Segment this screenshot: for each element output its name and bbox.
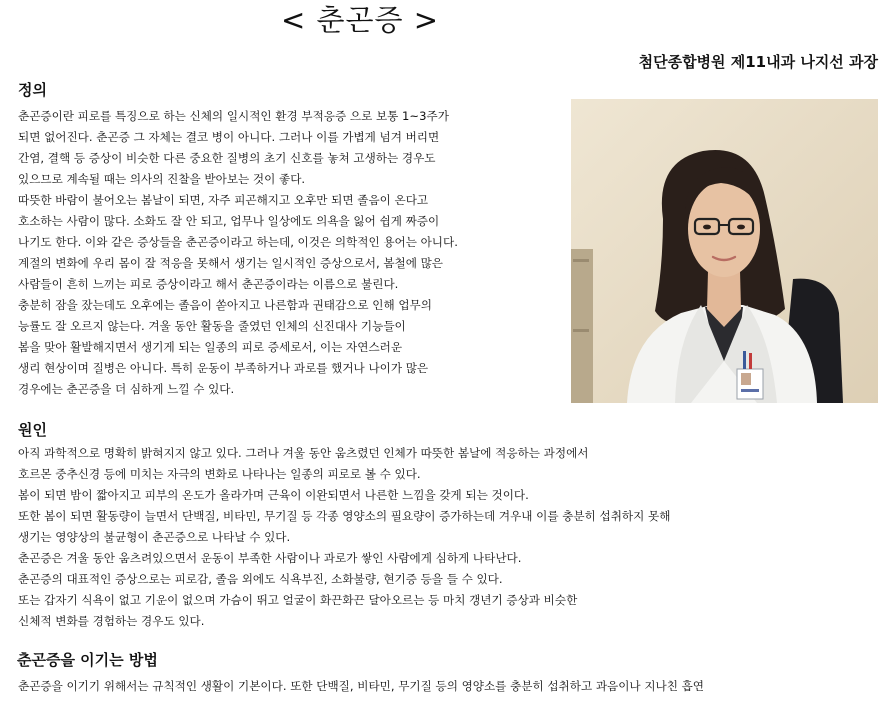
text-line: 능률도 잘 오르지 않는다. 겨울 동안 활동을 줄였던 인체의 신진대사 기능들이 (18, 319, 406, 333)
doctor-portrait-icon (571, 99, 878, 403)
text-line: 춘곤증은 겨울 동안 움츠려있으면서 운동이 부족한 사람이나 과로가 쌓인 사람에게 심하게 나타난다. (18, 551, 522, 565)
definition-paragraph (18, 106, 458, 400)
section-heading-definition: 정의 (18, 81, 47, 99)
text-line: 생기는 영양상의 불균형이 춘곤증으로 나타날 수 있다. (18, 530, 291, 544)
text-line: 봄이 되면 밤이 짧아지고 피부의 온도가 올라가며 근육이 이완되면서 나른한 느낌을 갖게 되는 것이다. (18, 488, 529, 502)
text-line: 또한 봄이 되면 활동량이 늘면서 단백질, 비타민, 무기질 등 각종 영양소의 필요량이 증가하는데 겨우내 이를 충분히 섭취하지 못해 (18, 509, 671, 523)
text-line: 생리 현상이며 질병은 아니다. 특히 운동이 부족하거나 과로를 했거나 나이가 많은 (18, 361, 429, 375)
text-line: 되면 없어진다. 춘곤증 그 자체는 결코 병이 아니다. 그러나 이를 가볍게 넘겨 버리면 (18, 130, 440, 144)
text-line: 춘곤증이란 피로를 특징으로 하는 신체의 일시적인 환경 부적응증 으로 보통 1~3주가 (18, 109, 449, 123)
text-line: 충분히 잠을 잤는데도 오후에는 졸음이 쏟아지고 나른함과 권태감으로 인해 업무의 (18, 298, 432, 312)
cause-paragraph (18, 443, 670, 632)
text-line: 따뜻한 바람이 불어오는 봄날이 되면, 자주 피곤해지고 오후만 되면 졸음이 온다고 (18, 193, 429, 207)
text-line: 호소하는 사람이 많다. 소화도 잘 안 되고, 업무나 일상에도 의욕을 잃어 쉽게 짜증이 (18, 214, 440, 228)
section-heading-cause: 원인 (18, 421, 47, 439)
text-line: 신체적 변화를 경험하는 경우도 있다. (18, 614, 205, 628)
page-title: < 춘곤증 > (280, 3, 440, 37)
text-line: 또는 갑자기 식욕이 없고 기운이 없으며 가슴이 뛰고 얼굴이 화끈화끈 달아오르는 등 마치 갱년기 증상과 비슷한 (18, 593, 578, 607)
text-line: 춘곤증의 대표적인 증상으로는 피로감, 졸음 외에도 식욕부진, 소화불량, 현기증 등을 들 수 있다. (18, 572, 503, 586)
text-line: 계절의 변화에 우리 몸이 잘 적응을 못해서 생기는 일시적인 증상으로서, 봄철에 많은 (18, 256, 444, 270)
text-line: 봄을 맞아 활발해지면서 생기게 되는 일종의 피로 증세로서, 이는 자연스러운 (18, 340, 403, 354)
text-line: 있으므로 계속될 때는 의사의 진찰을 받아보는 것이 좋다. (18, 172, 306, 186)
section-heading-overcome: 춘곤증을 이기는 방법 (17, 651, 158, 669)
text-line: 아직 과학적으로 명확히 밝혀지지 않고 있다. 그러나 겨울 동안 움츠렸던 인체가 따뜻한 봄날에 적응하는 과정에서 (18, 446, 589, 460)
text-line: 사람들이 흔히 느끼는 피로 증상이라고 해서 춘곤증이라는 이름으로 불린다. (18, 277, 399, 291)
text-line: 춘곤증을 이기기 위해서는 규칙적인 생활이 기본이다. 또한 단백질, 비타민, 무기질 등의 영양소를 충분히 섭취하고 과음이나 지나친 흡연 (18, 679, 705, 693)
author-byline: 첨단종합병원 제11내과 나지선 과장 (638, 53, 878, 71)
overcome-paragraph (18, 676, 704, 697)
text-line: 경우에는 춘곤증을 더 심하게 느낄 수 있다. (18, 382, 235, 396)
text-line: 간염, 결핵 등 증상이 비슷한 다른 중요한 질병의 초기 신호를 놓쳐 고생하는 경우도 (18, 151, 436, 165)
text-line: 나기도 한다. 이와 같은 증상들을 춘곤증이라고 하는데, 이것은 의학적인 용어는 아니다. (18, 235, 458, 249)
text-line: 호르몬 중추신경 등에 미치는 자극의 변화로 나타나는 일종의 피로로 볼 수 있다. (18, 467, 421, 481)
doctor-photo (571, 99, 878, 403)
